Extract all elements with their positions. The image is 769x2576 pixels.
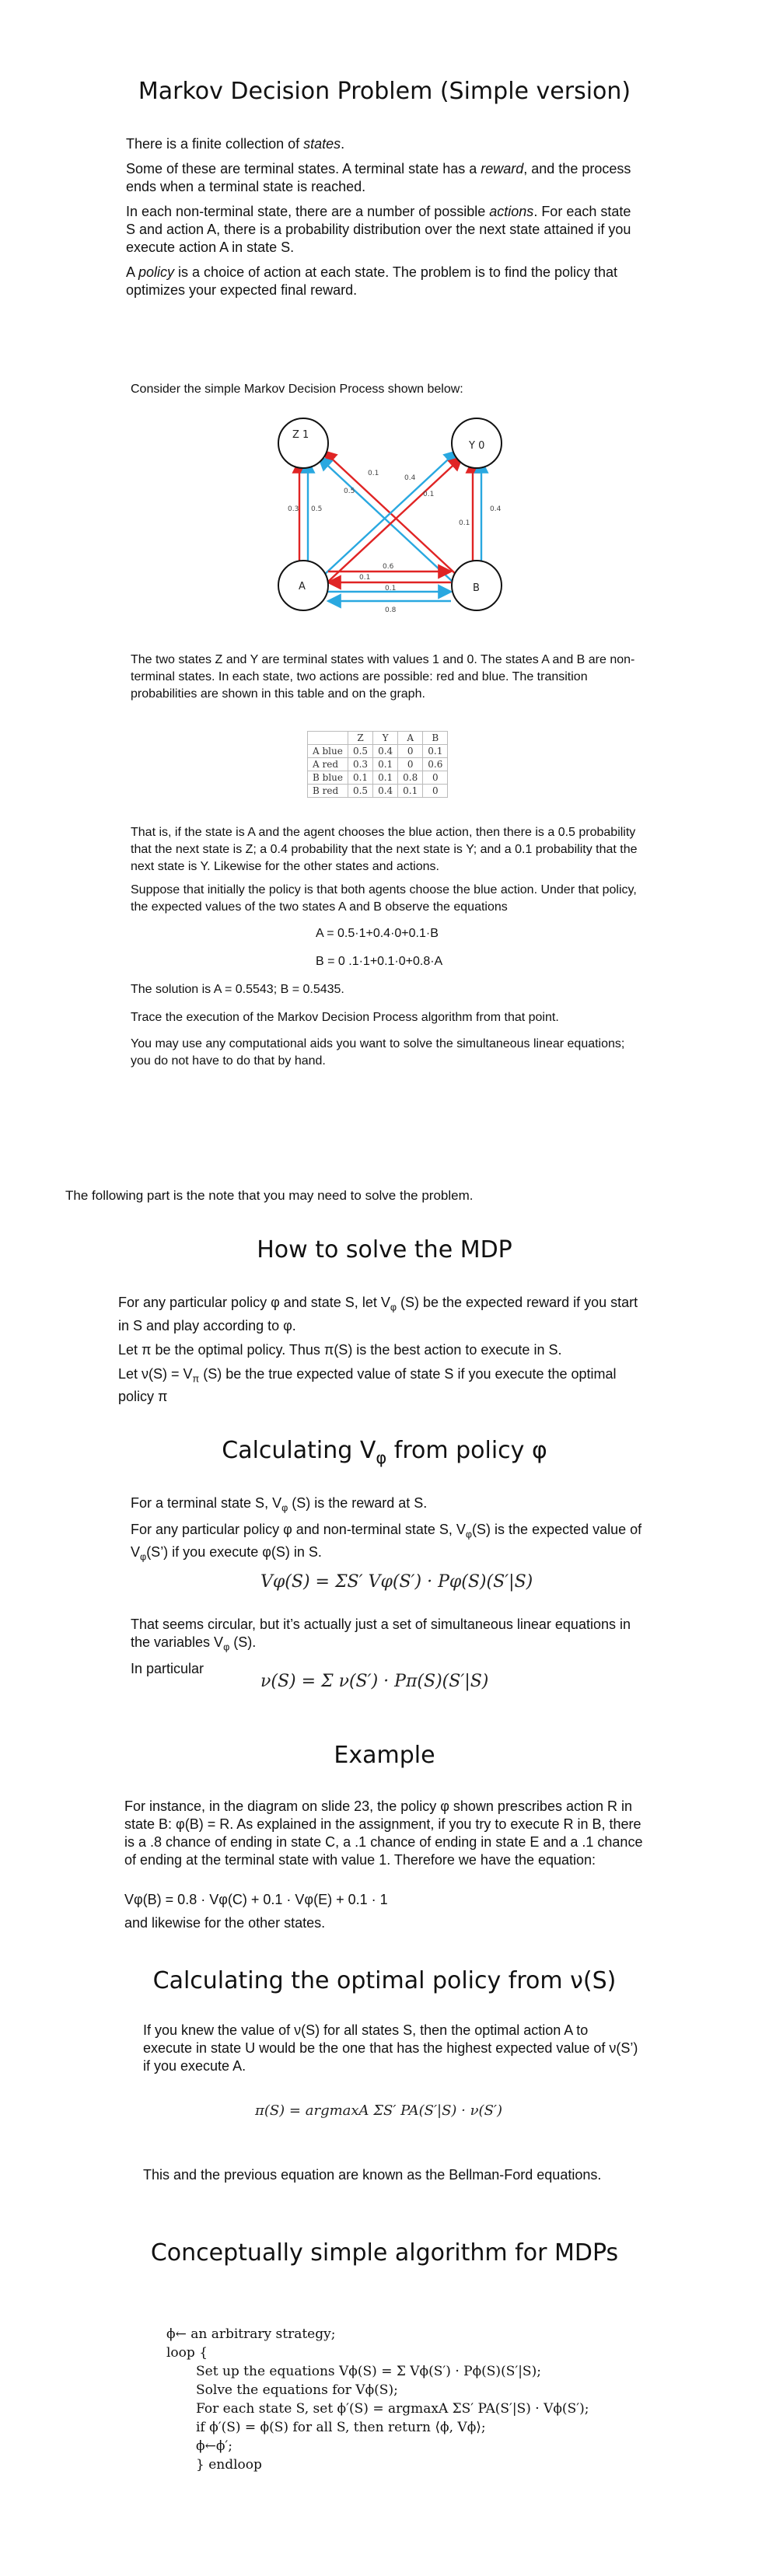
table-row	[308, 771, 448, 785]
equation-b: B = 0 .1·1+0.1·0+0.8·A	[316, 955, 443, 968]
slide4-equation: Vφ(B) = 0.8 · Vφ(C) + 0.1 · Vφ(E) + 0.1 · 1	[124, 1892, 388, 1907]
slide2-title: How to solve the MDP	[257, 1236, 512, 1264]
algorithm-block	[166, 2325, 648, 2474]
table-header-cell: Z	[348, 732, 372, 745]
edge-a-y-red	[328, 457, 462, 582]
node-y-label: Y 0	[469, 440, 485, 452]
edge-label: 0.1	[368, 470, 379, 477]
slide1-title: Markov Decision Problem (Simple version)	[138, 78, 631, 105]
assignment-desc: The two states Z and Y are terminal states with values 1 and 0. The states A and B are non-terminal states. In each state, two actions are possible: red and blue. The transition probabilities are shown in this table and on the graph.	[131, 653, 635, 701]
assignment-suppose: Suppose that initially the policy is that both agents choose the blue action. Under that policy, the expected values of the two states A and B observe the equations	[131, 883, 637, 914]
table-cell: 0.1	[423, 745, 448, 758]
assignment-solution: The solution is A = 0.5543; B = 0.5435.	[131, 983, 344, 996]
table-row	[308, 785, 448, 798]
algorithm-line: loop {	[166, 2345, 208, 2361]
table-header-cell: B	[423, 732, 448, 745]
table-cell: 0.4	[373, 745, 398, 758]
slide5-tail: This and the previous equation are known as the Bellman-Ford equations.	[143, 2167, 602, 2183]
slide3-line: That seems circular, but it’s actually just a set of simultaneous linear equations in the variables $V_\varphi$ (S).	[131, 1617, 631, 1653]
table-header-row	[308, 732, 448, 745]
edge-label: 0.1	[459, 519, 470, 527]
table-cell: 0.5	[348, 745, 372, 758]
slide3-equation-1: Vφ(S) = ΣS′ Vφ(S′) · Pφ(S)(S′|S)	[260, 1572, 533, 1592]
assignment-aids: You may use any computational aids you want to solve the simultaneous linear equations; you do not have to do that by hand.	[131, 1037, 625, 1068]
slide2-body	[118, 1294, 647, 1406]
table-cell: 0.3	[348, 758, 372, 771]
edge-label: 0.5	[344, 488, 355, 495]
slide1-p4: A policy is a choice of action at each state. The problem is to find the policy that optimizes your expected final reward.	[126, 264, 618, 298]
note-text: The following part is the note that you may need to solve the problem.	[65, 1188, 474, 1203]
slide5-title: Calculating the optimal policy from ν(S)	[152, 1967, 617, 1994]
edge-label: 0.1	[385, 585, 397, 592]
table-cell: B blue	[308, 771, 348, 785]
table-header-cell: A	[398, 732, 423, 745]
table-cell: 0.1	[373, 771, 398, 785]
slide5-equation: π(S) = argmaxA ΣS′ PA(S′|S) · ν(S′)	[255, 2102, 503, 2119]
table-cell: 0	[398, 745, 423, 758]
table-cell: A blue	[308, 745, 348, 758]
table-cell: 0.6	[423, 758, 448, 771]
slide4-title: Example	[334, 1742, 435, 1769]
node-a-label: A	[299, 581, 306, 592]
equation-a: A = 0.5·1+0.4·0+0.1·B	[316, 927, 439, 940]
algorithm-line: ϕ←ϕ′;	[196, 2438, 233, 2454]
table-header-cell: Y	[373, 732, 398, 745]
table-cell: 0	[423, 785, 448, 798]
slide2-line: Let π be the optimal policy. Thus π(S) is the best action to execute in S.	[118, 1341, 562, 1358]
algorithm-line: Set up the equations Vϕ(S) = Σ Vϕ(S′) · Pϕ(S)(S′|S);	[196, 2364, 541, 2379]
slide1-p3: In each non-terminal state, there are a number of possible actions. For each state S and action A, there is a probability distribution over the next state attained if you execute action A in state S.	[126, 204, 631, 255]
slide3-equation-2: ν(S) = Σ ν(S′) · Pπ(S)(S′|S)	[260, 1672, 489, 1691]
slide3-body	[131, 1494, 644, 1567]
algorithm-line: For each state S, set ϕ′(S) = argmaxA ΣS′ PA(S′|S) · Vϕ(S′);	[196, 2401, 589, 2417]
slide1-p1: There is a finite collection of states.	[126, 136, 345, 152]
slide3-line: In particular	[131, 1660, 204, 1676]
mdp-graph	[264, 416, 521, 634]
slide3-title: Calculating $V_\varphi$ from policy φ	[222, 1437, 547, 1467]
table-cell: 0.1	[373, 758, 398, 771]
slide2-line: For any particular policy φ and state S, let $V_\varphi$ (S) be the expected reward if you start in S and play according to φ.	[118, 1295, 638, 1333]
edge-label: 0.3	[288, 505, 299, 513]
table-header-cell	[308, 732, 348, 745]
transition-table	[307, 731, 448, 798]
table-row	[308, 758, 448, 771]
algorithm-line: Solve the equations for Vϕ(S);	[196, 2382, 398, 2398]
assignment-trace: Trace the execution of the Markov Decision Process algorithm from that point.	[131, 1011, 559, 1024]
node-z	[278, 418, 328, 468]
assignment-explain: That is, if the state is A and the agent chooses the blue action, then there is a 0.5 probability that the next state is Z; a 0.4 probability that the next state is Y; and a 0.1 probability that the next state is Y. Likewise for the other states and actions.	[131, 826, 638, 873]
table-cell: A red	[308, 758, 348, 771]
table-cell: 0.8	[398, 771, 423, 785]
slide4-tail: and likewise for the other states.	[124, 1915, 326, 1931]
table-cell: 0.1	[348, 771, 372, 785]
table-cell: 0.4	[373, 785, 398, 798]
edge-label: 0.5	[311, 505, 323, 513]
slide1-body	[126, 135, 631, 299]
table-cell: 0	[398, 758, 423, 771]
edge-label: 0.1	[359, 574, 371, 582]
slide2-line: Let $\nu(S) = V_\pi$ (S) be the true expected value of state S if you execute the optimal policy π	[118, 1365, 617, 1405]
algorithm-line: ϕ← an arbitrary strategy;	[166, 2326, 336, 2342]
assignment-intro: Consider the simple Markov Decision Process shown below:	[131, 383, 463, 396]
slide3-line: For a terminal state S, $V_\varphi$ (S) is the reward at S.	[131, 1495, 428, 1514]
edge-label: 0.8	[385, 606, 397, 614]
edge-label: 0.4	[490, 505, 502, 513]
slide5-body: If you knew the value of ν(S) for all states S, then the optimal action A to execute in state U would be the one that has the highest expected value of ν(S’) if you execute A.	[143, 2022, 638, 2074]
algorithm-line: if ϕ′(S) = ϕ(S) for all S, then return ⟨ϕ, Vϕ⟩;	[196, 2420, 486, 2435]
slide6-title: Conceptually simple algorithm for MDPs	[150, 2239, 619, 2267]
table-row	[308, 745, 448, 758]
slide3-line: For any particular policy φ and non-terminal state S, $V_\varphi(S)$ is the expected value of $V_\varphi(S’)$ if you execute φ(S) in S.	[131, 1521, 642, 1563]
edge-label: 0.6	[383, 563, 394, 571]
edge-label: 0.4	[404, 474, 416, 482]
node-b-label: B	[473, 582, 480, 594]
algorithm-line: } endloop	[196, 2457, 262, 2473]
slide3-body-2	[131, 1616, 644, 1678]
node-z-label: Z 1	[292, 429, 309, 441]
slide4-body: For instance, in the diagram on slide 23, the policy φ shown prescribes action R in state B: φ(B) = R. As explained in the assignment, if you try to execute R in B, there is a .8 chance of ending in state C, a .1 chance of ending in state E and a .1 chance of ending at the terminal state with value 1. Therefore we have the equation:	[124, 1798, 643, 1868]
edge-label: 0.1	[423, 491, 435, 498]
slide1-p2: Some of these are terminal states. A terminal state has a reward, and the process ends when a terminal state is reached.	[126, 161, 631, 194]
table-cell: 0	[423, 771, 448, 785]
table-cell: B red	[308, 785, 348, 798]
table-cell: 0.1	[398, 785, 423, 798]
table-cell: 0.5	[348, 785, 372, 798]
